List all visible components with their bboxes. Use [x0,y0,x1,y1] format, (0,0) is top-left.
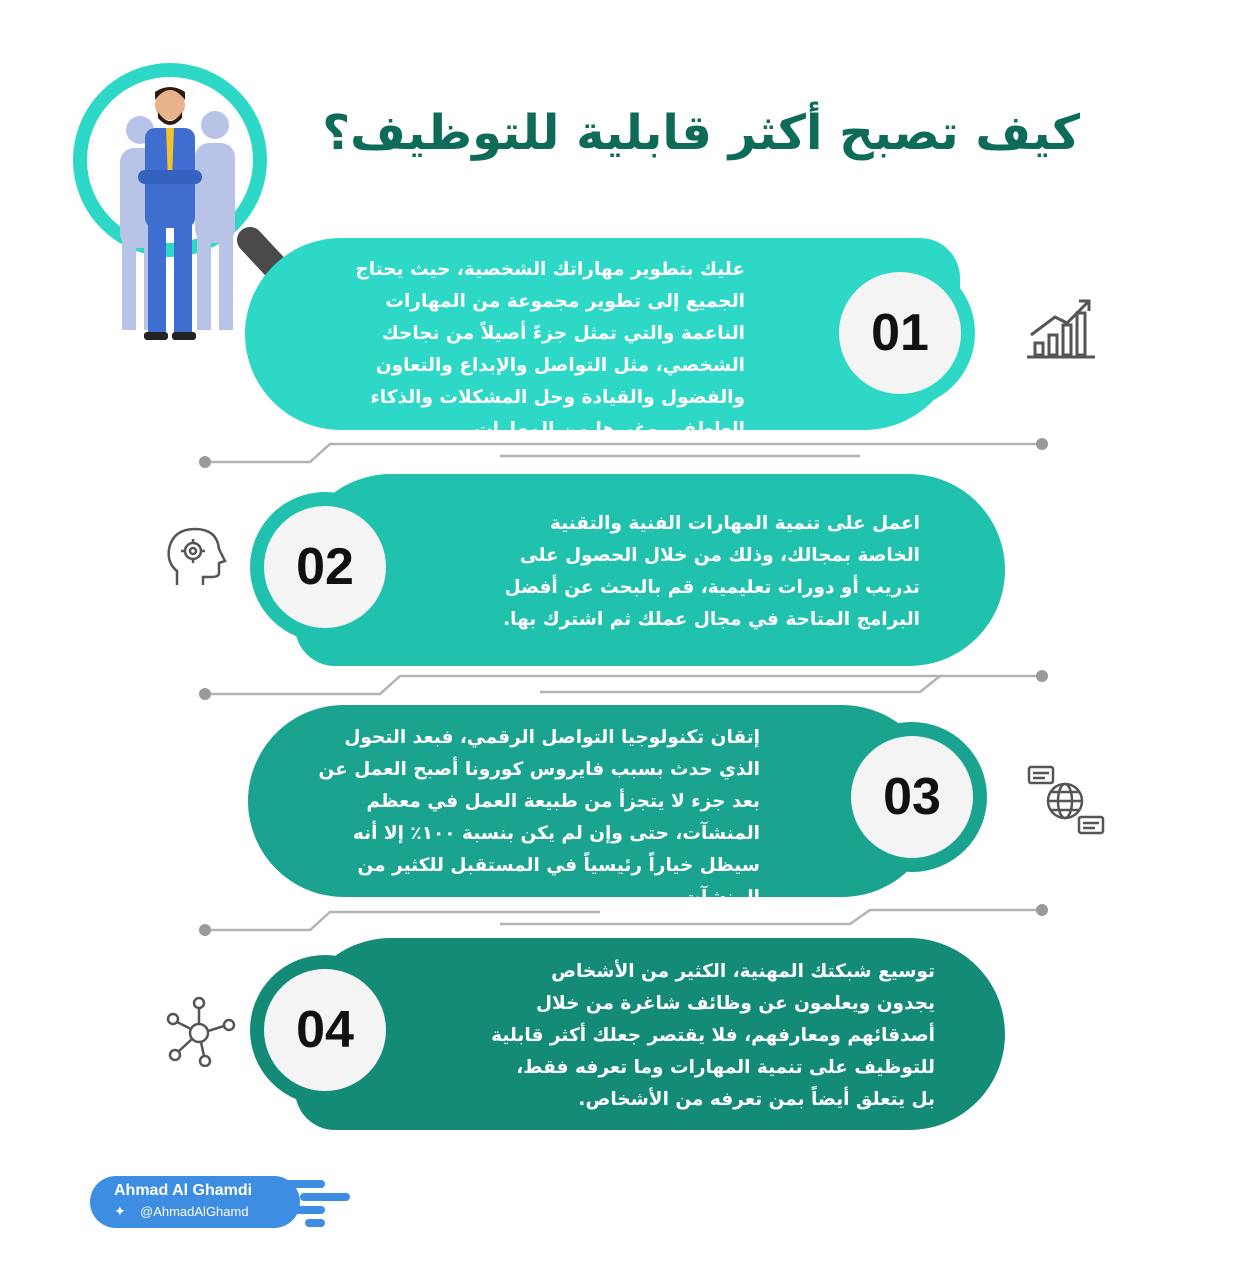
step-4-number: 04 [296,1001,354,1059]
step-1-number-badge [825,258,975,408]
network-nodes-icon [165,995,237,1067]
step-2-number-badge [250,492,400,642]
page-title: كيف تصبح أكثر قابلية للتوظيف؟ [322,105,1080,161]
step-1-number: 01 [871,304,929,362]
step-2-number: 02 [296,538,354,596]
brand-streak [300,1193,350,1201]
step-4-text: توسيع شبكتك المهنية، الكثير من الأشخاص يجدون ويعلمون عن وظائف شاغرة من خلال أصدقائهم ومعارفهم، فلا يقتصر جعلك أكثر قابلية للتوظيف على تنمية المهارات وما تعرفه فقط، بل يتعلق أيضاً بمن تعرفه من الأشخاص. [491,961,935,1110]
step-3-number-badge [837,722,987,872]
growth-chart-icon [1025,295,1097,361]
brand-handle[interactable]: @AhmadAlGhamd [140,1204,249,1219]
step-2-text: اعمل على تنمية المهارات الفنية والتقنية الخاصة بمجالك، وذلك من خلال الحصول على تدريب أو دورات تعليمية، قم بالبحث عن أفضل البرامج المتاحة في مجال عملك ثم اشترك بها. [503,513,920,630]
step-3-number: 03 [883,768,941,826]
globe-chat-icon [1027,765,1107,837]
step-3-text: إتقان تكنولوجيا التواصل الرقمي، فبعد التحول الذي حدث بسبب فايروس كورونا أصبح العمل عن بعد جزء لا يتجزأ من طبيعة العمل في معظم المنشآت، حتى وإن لم يكن بنسبة ١٠٠٪ إلا أنه سيظل خياراً رئيسياً في المستقبل للكثير من المنشآت. [318,727,760,908]
head-gear-icon [163,525,229,589]
brand-streak [305,1219,325,1227]
brand-name: Ahmad Al Ghamdi [114,1182,253,1199]
brand-badge [90,1176,300,1228]
twitter-bird-icon: ✦ [114,1204,126,1220]
step-4-number-badge [250,955,400,1105]
step-1-text: عليك بتطوير مهاراتك الشخصية، حيث يحتاج الجميع إلى تطوير مجموعة من المهارات الناعمة والتي تمثل جزءً أصيلاً من نجاحك الشخصي، مثل التواصل والإبداع والتعاون والفضول والقيادة وحل المشكلات والذكاء العاطفي وغيرها من المهارات. [355,259,745,440]
